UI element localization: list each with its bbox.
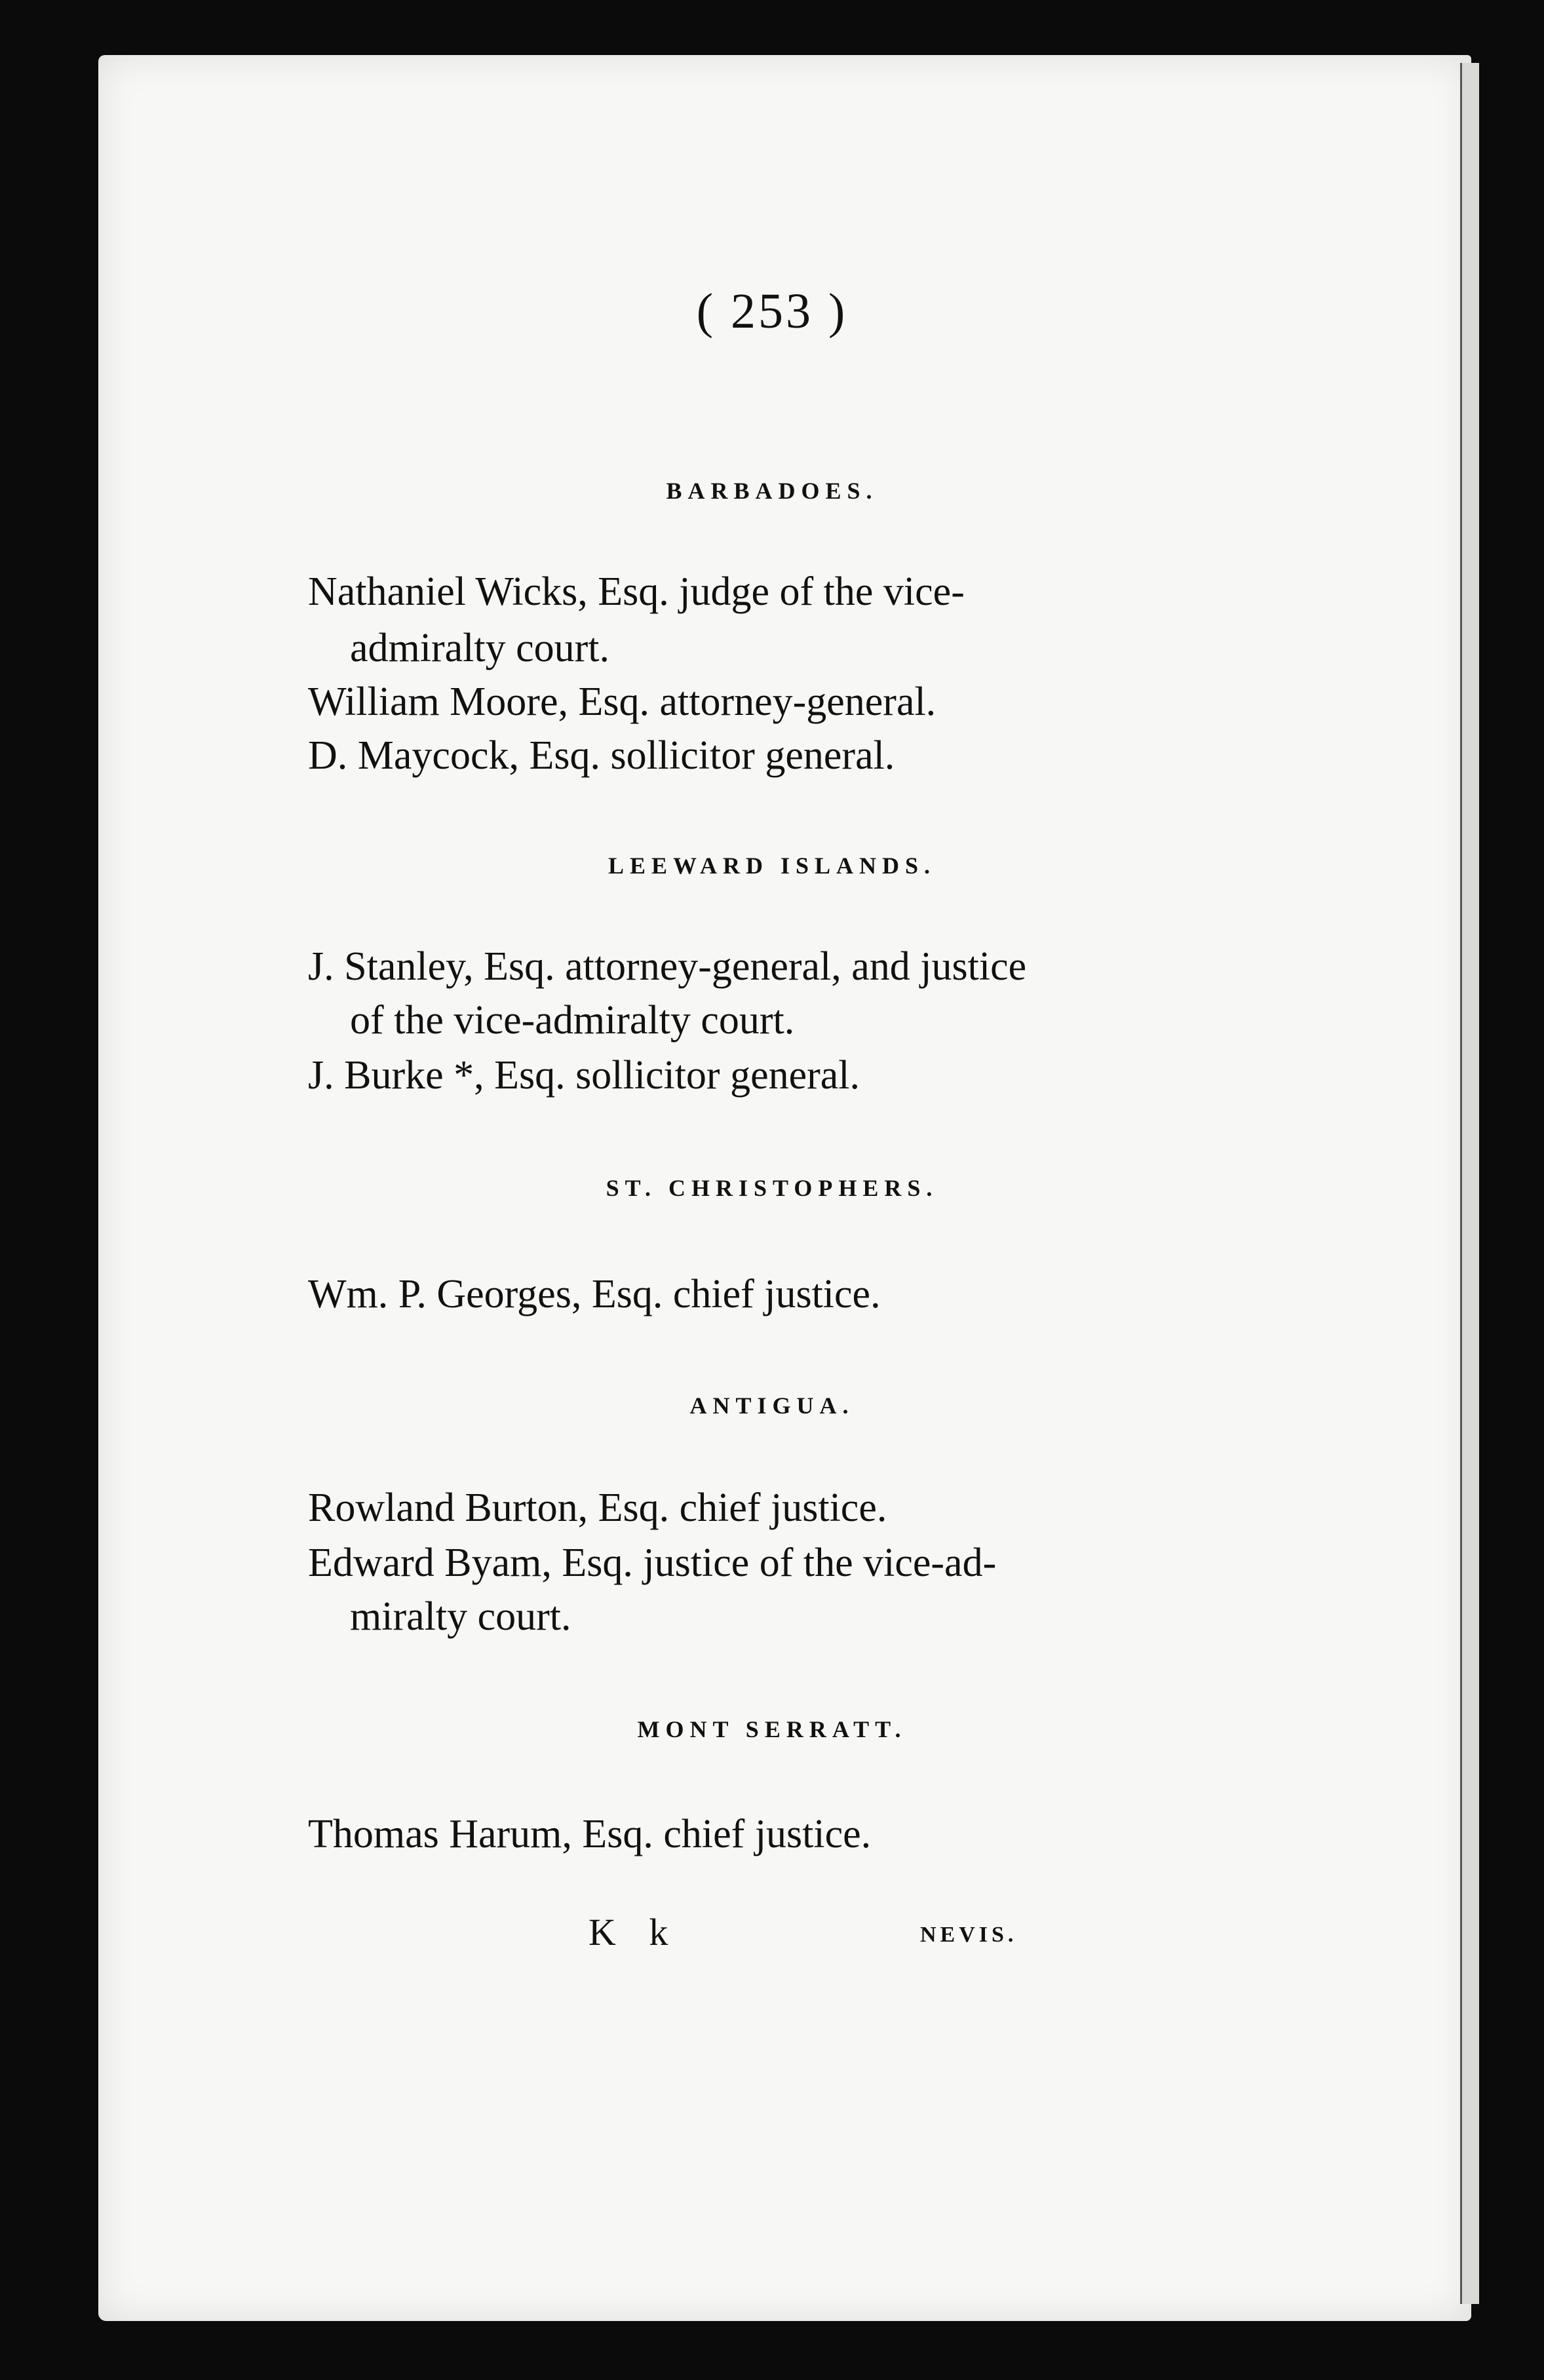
entry-line: Thomas Harum, Esq. chief justice. <box>308 1812 872 1856</box>
section-heading-barbadoes: BARBADOES. <box>666 478 878 504</box>
entry-line: J. Burke *, Esq. sollicitor general. <box>308 1053 860 1098</box>
entry-line: J. Stanley, Esq. attorney-general, and justice <box>308 944 1027 989</box>
entry-line: Rowland Burton, Esq. chief justice. <box>308 1486 887 1530</box>
section-heading-antigua: ANTIGUA. <box>689 1392 855 1419</box>
entry-line: of the vice-admiralty court. <box>350 998 795 1043</box>
entry-line: D. Maycock, Esq. sollicitor general. <box>308 733 895 778</box>
entry-line: Nathaniel Wicks, Esq. judge of the vice- <box>308 569 965 614</box>
entry-line: William Moore, Esq. attorney-general. <box>308 680 936 724</box>
page-number: ( 253 ) <box>696 284 848 339</box>
entry-line: Edward Byam, Esq. justice of the vice-ad- <box>308 1541 997 1585</box>
section-heading-st-christophers: ST. CHRISTOPHERS. <box>606 1175 938 1201</box>
section-heading-leeward-islands: LEEWARD ISLANDS. <box>608 853 936 879</box>
entry-line: Wm. P. Georges, Esq. chief justice. <box>308 1272 881 1316</box>
signature-mark: K k <box>589 1911 680 1953</box>
entry-line: miralty court. <box>350 1594 571 1639</box>
entry-line: admiralty court. <box>350 626 609 670</box>
catchword: NEVIS. <box>920 1923 1018 1947</box>
section-heading-mont-serratt: MONT SERRATT. <box>637 1716 907 1742</box>
